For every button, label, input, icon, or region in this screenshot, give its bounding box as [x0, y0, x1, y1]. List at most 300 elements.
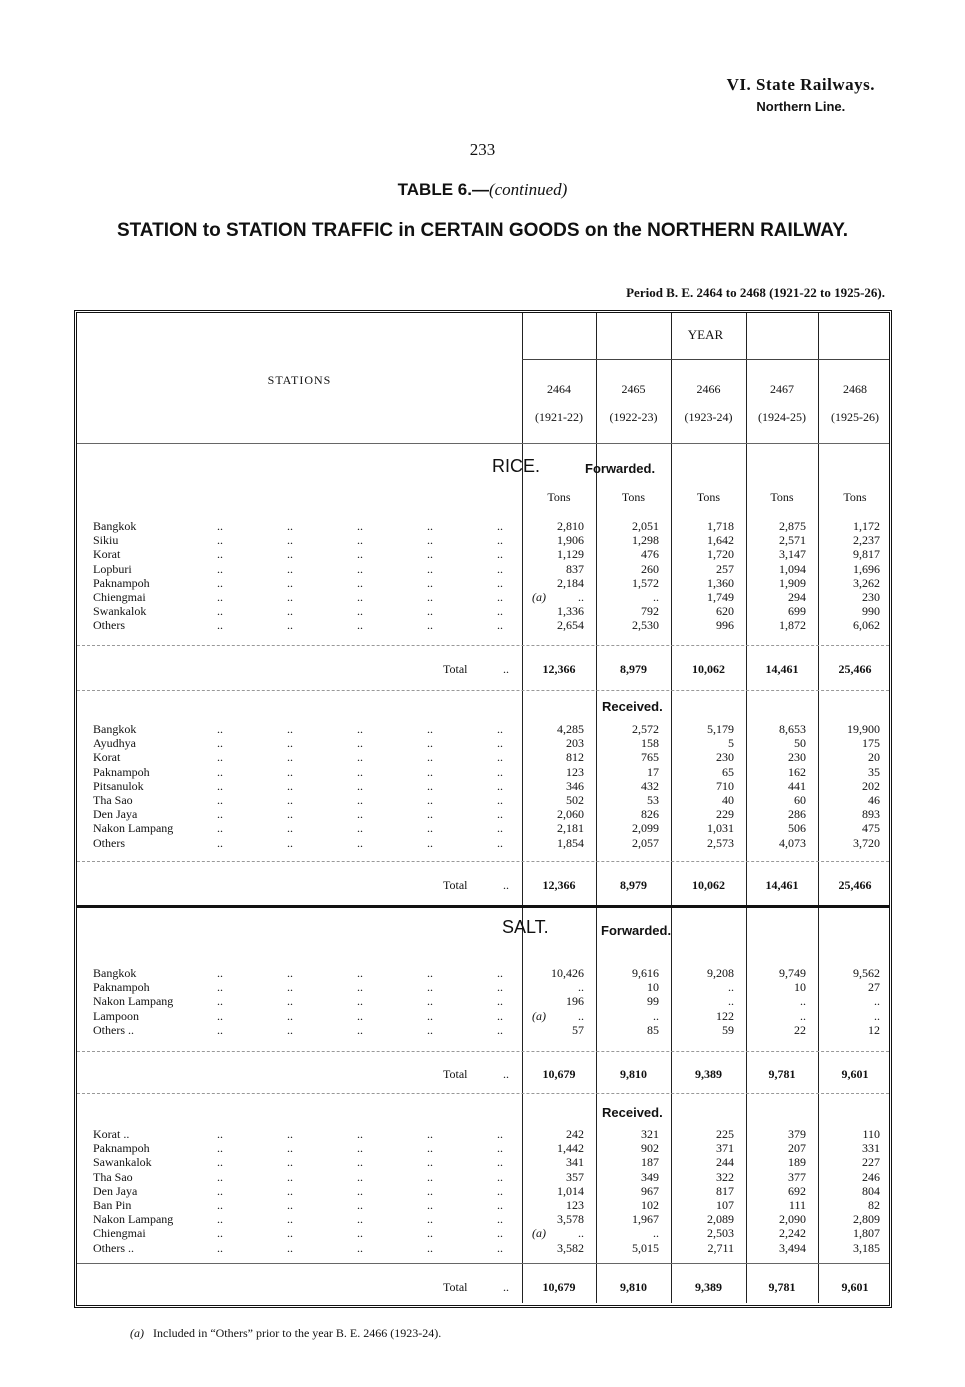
leader-dots: .. — [427, 575, 433, 590]
leader-dots: .. — [427, 980, 433, 995]
cell-value: 6,062 — [853, 618, 880, 633]
cell-value: 1,172 — [853, 519, 880, 533]
leader-dots: .. — [217, 618, 223, 633]
period-label: Period B. E. 2464 to 2468 (1921-22 to 1925-26). — [626, 285, 885, 300]
table-label-continued: (continued) — [488, 180, 568, 199]
leader-dots: .. — [427, 722, 433, 736]
cell-value: 1,298 — [632, 533, 659, 548]
leader-dots: .. — [427, 736, 433, 751]
leader-dots: .. — [497, 994, 503, 1009]
leader-dots: .. — [217, 533, 223, 548]
section-title: VI. State Railways. — [726, 75, 875, 94]
leader-dots: .. — [427, 1183, 433, 1198]
leader-dots: .. — [497, 1240, 503, 1255]
year-ce-2468: (1925-26) — [831, 410, 879, 424]
leader-dots: .. — [427, 1198, 433, 1212]
cell-value: 1,572 — [632, 575, 659, 590]
leader-dots: .. — [427, 1212, 433, 1227]
cell-value: 379 — [788, 1127, 806, 1141]
total-label: Total — [443, 1067, 468, 1081]
cell-value: 2,572 — [632, 722, 659, 736]
station-name: Sawankalok — [93, 1155, 152, 1170]
total-value: 12,366 — [542, 878, 576, 892]
unit-label: Tons — [843, 490, 867, 504]
cell-value: 3,147 — [779, 547, 806, 562]
station-name: Paknampoh — [93, 764, 150, 779]
cell-value: 1,360 — [707, 575, 734, 590]
page-header — [727, 75, 875, 114]
table-row — [77, 1009, 889, 1023]
cell-value: 53 — [647, 793, 659, 807]
cell-value: .. — [874, 994, 880, 1009]
cell-value: 2,181 — [557, 821, 584, 836]
cell-value: 1,014 — [557, 1183, 584, 1198]
cell-value: 10 — [647, 980, 659, 995]
cell-value: 321 — [641, 1127, 659, 1141]
leader-dots: .. — [217, 1155, 223, 1170]
station-name: Paknampoh — [93, 1141, 150, 1156]
cell-value: 2,099 — [632, 821, 659, 836]
total-value: 8,979 — [620, 878, 647, 892]
leader-dots: .. — [287, 519, 293, 533]
leader-dots: .. — [287, 835, 293, 850]
cell-value: 3,262 — [853, 575, 880, 590]
table-row — [77, 1170, 889, 1184]
leader-dots: .. — [497, 1155, 503, 1170]
cell-value: 812 — [566, 750, 584, 765]
leader-dots: .. — [427, 1169, 433, 1184]
station-name: Tha Sao — [93, 793, 133, 807]
table-row — [77, 547, 889, 561]
table-row — [77, 1241, 889, 1255]
year-ce-2465: (1922-23) — [609, 410, 658, 424]
cell-value: 341 — [566, 1155, 584, 1170]
total-value: 9,781 — [768, 1067, 796, 1081]
cell-value: 22 — [794, 1022, 806, 1037]
cell-value: 225 — [716, 1127, 734, 1141]
table-row — [77, 1212, 889, 1226]
footnote-marker: (a) — [532, 590, 546, 604]
leader-dots: .. — [357, 821, 363, 836]
leader-dots: .. — [357, 1141, 363, 1156]
leader-dots: .. — [217, 764, 223, 779]
leader-dots: .. — [497, 575, 503, 590]
commodity-rice: RICE. — [492, 456, 541, 476]
cell-value: 19,900 — [847, 722, 880, 736]
leader-dots: .. — [217, 1008, 223, 1023]
cell-value: 2,810 — [557, 519, 584, 533]
cell-value: 102 — [641, 1198, 659, 1212]
cell-value: 967 — [641, 1183, 659, 1198]
cell-value: 9,562 — [853, 966, 880, 980]
leader-dots: .. — [497, 750, 503, 765]
table-row — [77, 618, 889, 632]
table-row — [77, 576, 889, 590]
leader-dots: .. — [217, 736, 223, 751]
leader-dots: .. — [427, 547, 433, 562]
cell-value: 85 — [647, 1022, 659, 1037]
row-rule — [77, 861, 889, 862]
total-value: 9,601 — [841, 1280, 869, 1294]
leader-dots: .. — [497, 1226, 503, 1241]
table-row — [77, 765, 889, 779]
total-row — [77, 661, 889, 677]
total-value: 8,979 — [620, 662, 647, 676]
cell-value: 2,237 — [853, 533, 880, 548]
leader-dots: .. — [503, 878, 509, 892]
leader-dots: .. — [357, 1127, 363, 1141]
leader-dots: .. — [217, 590, 223, 604]
table-row — [77, 793, 889, 807]
direction-received: Received. — [602, 699, 663, 714]
total-value: 10,679 — [542, 1067, 576, 1081]
cell-value: 99 — [647, 994, 659, 1009]
leader-dots: .. — [427, 561, 433, 576]
cell-value: 1,909 — [779, 575, 806, 590]
cell-value: 189 — [788, 1155, 806, 1170]
total-label: Total — [443, 662, 468, 676]
cell-value: 1,967 — [632, 1212, 659, 1227]
leader-dots: .. — [497, 980, 503, 995]
leader-dots: .. — [427, 835, 433, 850]
cell-value: 371 — [716, 1141, 734, 1156]
total-value: 9,781 — [768, 1280, 796, 1294]
station-name: Nakon Lampang — [93, 1212, 174, 1227]
cell-value: 2,057 — [632, 835, 659, 850]
cell-value: 40 — [722, 793, 734, 807]
total-value: 9,389 — [695, 1280, 722, 1294]
header-rule — [77, 443, 889, 444]
cell-value: .. — [578, 590, 584, 604]
station-name: Den Jaya — [93, 1183, 138, 1198]
cell-value: 10 — [794, 980, 806, 995]
cell-value: 1,749 — [707, 590, 734, 604]
leader-dots: .. — [287, 533, 293, 548]
station-name: Korat — [93, 750, 121, 765]
table-row — [77, 1155, 889, 1169]
leader-dots: .. — [287, 722, 293, 736]
total-value: 25,466 — [838, 662, 872, 676]
cell-value: 2,503 — [707, 1226, 734, 1241]
cell-value: 2,571 — [779, 533, 806, 548]
leader-dots: .. — [217, 722, 223, 736]
station-name: Tha Sao — [93, 1169, 133, 1184]
year-ce-2466: (1923-24) — [684, 410, 733, 424]
subsection-title: Northern Line. — [756, 99, 846, 114]
cell-value: .. — [578, 980, 584, 995]
commodity-salt: SALT. — [502, 917, 549, 937]
year-be-2464: 2464 — [547, 382, 571, 396]
leader-dots: .. — [357, 835, 363, 850]
leader-dots: .. — [217, 793, 223, 807]
cell-value: 207 — [788, 1141, 806, 1156]
table-row — [77, 736, 889, 750]
station-name: Nakon Lampang — [93, 821, 174, 836]
table-row — [77, 1226, 889, 1240]
table-row — [77, 722, 889, 736]
leader-dots: .. — [497, 835, 503, 850]
cell-value: 432 — [641, 778, 659, 793]
cell-value: 1,094 — [779, 561, 806, 576]
leader-dots: .. — [357, 764, 363, 779]
leader-dots: .. — [287, 547, 293, 562]
leader-dots: .. — [427, 764, 433, 779]
cell-value: 817 — [716, 1183, 734, 1198]
cell-value: 837 — [566, 561, 584, 576]
leader-dots: .. — [287, 1127, 293, 1141]
unit-label: Tons — [621, 490, 646, 504]
leader-dots: .. — [497, 1212, 503, 1227]
cell-value: 1,696 — [853, 561, 880, 576]
leader-dots: .. — [357, 1240, 363, 1255]
leader-dots: .. — [497, 821, 503, 836]
leader-dots: .. — [217, 835, 223, 850]
cell-value: 699 — [788, 604, 806, 619]
station-name: Korat .. — [93, 1127, 130, 1141]
footnote-marker: (a) — [130, 1326, 144, 1340]
leader-dots: .. — [287, 821, 293, 836]
leader-dots: .. — [427, 1226, 433, 1241]
table-row — [77, 779, 889, 793]
station-name: Lopburi — [93, 561, 132, 576]
leader-dots: .. — [357, 1183, 363, 1198]
leader-dots: .. — [287, 736, 293, 751]
leader-dots: .. — [217, 604, 223, 619]
leader-dots: .. — [217, 519, 223, 533]
footnote-text: Included in “Others” prior to the year B. E. 2466 (1923-24). — [153, 1326, 442, 1340]
leader-dots: .. — [357, 807, 363, 822]
year-ce-2467: (1924-25) — [758, 410, 806, 424]
cell-value: 230 — [862, 590, 880, 604]
cell-value: .. — [578, 1008, 584, 1023]
leader-dots: .. — [427, 807, 433, 822]
total-value: 9,810 — [620, 1067, 647, 1081]
leader-dots: .. — [497, 1183, 503, 1198]
cell-value: 9,208 — [707, 966, 734, 980]
cell-value: 1,718 — [707, 519, 734, 533]
cell-value: 5,179 — [707, 722, 734, 736]
cell-value: 50 — [794, 736, 806, 751]
table-row — [77, 562, 889, 576]
table-row — [77, 980, 889, 994]
leader-dots: .. — [497, 1169, 503, 1184]
leader-dots: .. — [217, 966, 223, 980]
leader-dots: .. — [357, 980, 363, 995]
cell-value: 1,642 — [707, 533, 734, 548]
leader-dots: .. — [217, 1198, 223, 1212]
leader-dots: .. — [357, 966, 363, 980]
cell-value: 804 — [862, 1183, 880, 1198]
leader-dots: .. — [497, 618, 503, 633]
cell-value: 2,242 — [779, 1226, 806, 1241]
cell-value: 110 — [862, 1127, 880, 1141]
row-rule — [77, 1263, 889, 1264]
leader-dots: .. — [427, 1141, 433, 1156]
leader-dots: .. — [287, 1141, 293, 1156]
leader-dots: .. — [427, 1022, 433, 1037]
cell-value: 1,336 — [557, 604, 584, 619]
table-row — [77, 1198, 889, 1212]
leader-dots: .. — [357, 1022, 363, 1037]
page-number: 233 — [469, 140, 496, 159]
leader-dots: .. — [357, 1226, 363, 1241]
cell-value: 57 — [572, 1022, 584, 1037]
unit-label: Tons — [696, 490, 721, 504]
leader-dots: .. — [497, 519, 503, 533]
leader-dots: .. — [217, 980, 223, 995]
cell-value: 260 — [641, 561, 659, 576]
station-name: Others .. — [93, 1240, 134, 1255]
cell-value: 9,817 — [853, 547, 880, 562]
leader-dots: .. — [497, 778, 503, 793]
cell-value: 107 — [716, 1198, 734, 1212]
leader-dots: .. — [497, 1198, 503, 1212]
leader-dots: .. — [287, 1212, 293, 1227]
cell-value: 59 — [722, 1022, 734, 1037]
leader-dots: .. — [217, 1226, 223, 1241]
cell-value: 692 — [788, 1183, 806, 1198]
station-name: Bangkok — [93, 519, 137, 533]
leader-dots: .. — [217, 1240, 223, 1255]
year-ce-2464: (1921-22) — [535, 410, 583, 424]
cell-value: 5 — [728, 736, 734, 751]
cell-value: 123 — [566, 1198, 584, 1212]
year-be-2468: 2468 — [843, 382, 867, 396]
cell-value: 230 — [716, 750, 734, 765]
leader-dots: .. — [497, 736, 503, 751]
cell-value: 996 — [716, 618, 734, 633]
traffic-table — [74, 310, 892, 1308]
cell-value: 475 — [862, 821, 880, 836]
total-value: 25,466 — [838, 878, 872, 892]
leader-dots: .. — [503, 662, 509, 676]
cell-value: .. — [800, 1008, 806, 1023]
cell-value: 1,872 — [779, 618, 806, 633]
leader-dots: .. — [497, 1022, 503, 1037]
cell-value: .. — [578, 1226, 584, 1241]
leader-dots: .. — [287, 561, 293, 576]
leader-dots: .. — [287, 1022, 293, 1037]
cell-value: .. — [728, 980, 734, 995]
leader-dots: .. — [217, 1212, 223, 1227]
leader-dots: .. — [287, 1198, 293, 1212]
leader-dots: .. — [287, 778, 293, 793]
cell-value: 710 — [716, 778, 734, 793]
cell-value: 1,720 — [707, 547, 734, 562]
leader-dots: .. — [357, 533, 363, 548]
leader-dots: .. — [357, 1212, 363, 1227]
cell-value: 196 — [566, 994, 584, 1009]
leader-dots: .. — [217, 994, 223, 1009]
cell-value: 175 — [862, 736, 880, 751]
station-name: Korat — [93, 547, 121, 562]
total-value: 9,810 — [620, 1280, 647, 1294]
station-name: Others — [93, 835, 125, 850]
total-value: 14,461 — [765, 662, 799, 676]
leader-dots: .. — [287, 1155, 293, 1170]
cell-value: 1,031 — [707, 821, 734, 836]
cell-value: 357 — [566, 1169, 584, 1184]
leader-dots: .. — [427, 793, 433, 807]
cell-value: 2,060 — [557, 807, 584, 822]
leader-dots: .. — [217, 778, 223, 793]
leader-dots: .. — [357, 561, 363, 576]
cell-value: 82 — [868, 1198, 880, 1212]
table-row — [77, 1127, 889, 1141]
leader-dots: .. — [287, 618, 293, 633]
cell-value: 3,582 — [557, 1240, 584, 1255]
leader-dots: .. — [217, 547, 223, 562]
cell-value: 162 — [788, 764, 806, 779]
station-name: Swankalok — [93, 604, 147, 619]
cell-value: 1,854 — [557, 835, 584, 850]
cell-value: 242 — [566, 1127, 584, 1141]
cell-value: 227 — [862, 1155, 880, 1170]
cell-value: .. — [874, 1008, 880, 1023]
year-header: YEAR — [687, 327, 724, 342]
leader-dots: .. — [497, 561, 503, 576]
leader-dots: .. — [427, 519, 433, 533]
leader-dots: .. — [287, 764, 293, 779]
station-name: Bangkok — [93, 722, 137, 736]
total-row — [77, 877, 889, 893]
leader-dots: .. — [217, 561, 223, 576]
station-name: Chiengmai — [93, 1226, 146, 1241]
table-row — [77, 1141, 889, 1155]
leader-dots: .. — [287, 1183, 293, 1198]
cell-value: 322 — [716, 1169, 734, 1184]
cell-value: 4,285 — [557, 722, 584, 736]
leader-dots: .. — [287, 966, 293, 980]
cell-value: 35 — [868, 764, 880, 779]
cell-value: 20 — [868, 750, 880, 765]
cell-value: 441 — [788, 778, 806, 793]
table-row — [77, 1184, 889, 1198]
leader-dots: .. — [217, 1169, 223, 1184]
cell-value: .. — [728, 994, 734, 1009]
cell-value: 1,129 — [557, 547, 584, 562]
cell-value: 2,711 — [707, 1240, 734, 1255]
cell-value: 3,494 — [779, 1240, 806, 1255]
cell-value: 9,616 — [632, 966, 659, 980]
table-row — [77, 590, 889, 604]
cell-value: 203 — [566, 736, 584, 751]
leader-dots: .. — [427, 966, 433, 980]
station-name: Paknampoh — [93, 980, 150, 995]
leader-dots: .. — [427, 994, 433, 1009]
station-name: Paknampoh — [93, 575, 150, 590]
direction-received: Received. — [602, 1105, 663, 1120]
cell-value: 46 — [868, 793, 880, 807]
cell-value: 65 — [722, 764, 734, 779]
leader-dots: .. — [217, 575, 223, 590]
cell-value: 3,720 — [853, 835, 880, 850]
leader-dots: .. — [287, 807, 293, 822]
cell-value: 1,807 — [853, 1226, 880, 1241]
leader-dots: .. — [427, 750, 433, 765]
leader-dots: .. — [427, 1240, 433, 1255]
leader-dots: .. — [357, 575, 363, 590]
leader-dots: .. — [357, 519, 363, 533]
station-name: Lampoon — [93, 1008, 139, 1023]
cell-value: 60 — [794, 793, 806, 807]
cell-value: 187 — [641, 1155, 659, 1170]
row-rule — [77, 1051, 889, 1052]
total-row — [77, 1279, 889, 1295]
leader-dots: .. — [357, 618, 363, 633]
station-name: Nakon Lampang — [93, 994, 174, 1009]
cell-value: 202 — [862, 778, 880, 793]
